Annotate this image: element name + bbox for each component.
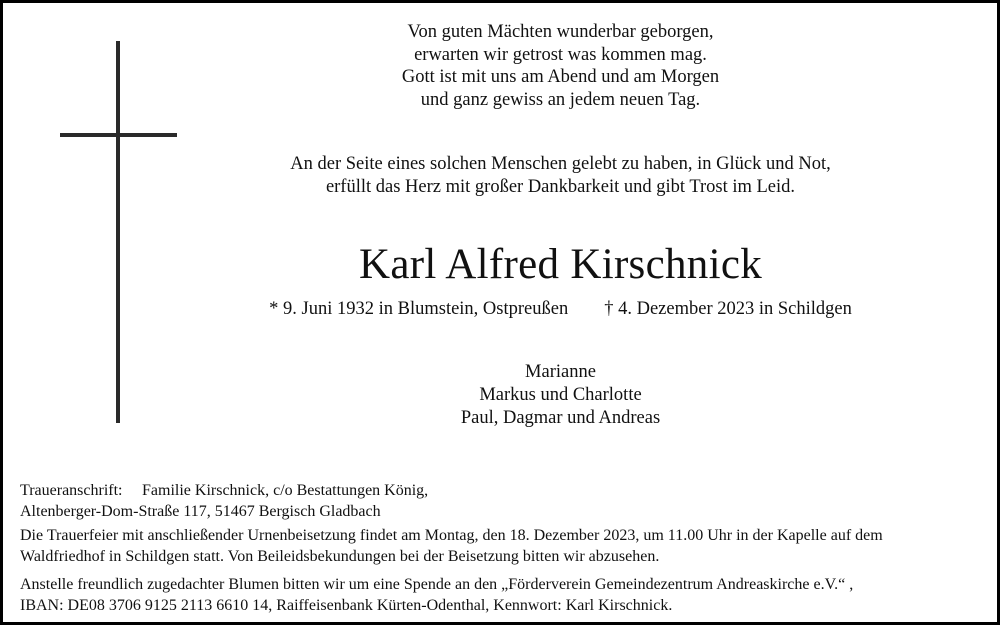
ceremony-info — [20, 525, 987, 567]
cross-icon-horizontal-beam — [60, 133, 177, 137]
poem-line: Von guten Mächten wunderbar geborgen, — [407, 22, 714, 42]
address-line: Familie Kirschnick, c/o Bestattungen König, — [142, 482, 429, 499]
address-label: Traueranschrift: — [20, 482, 123, 499]
mourner-name: Paul, Dagmar und Andreas — [460, 408, 661, 428]
poem-line: erwarten wir getrost was kommen mag. — [414, 44, 707, 65]
death-date: † 4. Dezember 2023 in Schildgen — [604, 299, 852, 319]
donation-info — [20, 574, 987, 616]
mourners-list — [128, 361, 993, 430]
birth-date: * 9. Juni 1932 in Blumstein, Ostpreußen — [269, 299, 569, 319]
address-line: Altenberger-Dom-Straße 117, 51467 Bergisch Gladbach — [20, 503, 381, 520]
poem-line: Gott ist mit uns am Abend und am Morgen — [401, 67, 720, 87]
donation-line: Anstelle freundlich zugedachter Blumen bitten wir um eine Spende an den „Förderverein Gemeindezentrum Andreaskirche e.V.“ , — [20, 576, 854, 593]
poem-line: und ganz gewiss an jedem neuen Tag. — [420, 89, 701, 110]
poem-verse — [128, 21, 993, 111]
cross-icon-vertical-beam — [116, 41, 120, 423]
ceremony-line: Die Trauerfeier mit anschließender Urnenbeisetzung findet am Montag, den 18. Dezember 2023, um 11.00 Uhr in der Kapelle auf dem — [20, 527, 883, 544]
mourner-name: Markus und Charlotte — [479, 385, 642, 405]
memorial-quote — [128, 153, 993, 198]
donation-line: IBAN: DE08 3706 9125 2113 6610 14, Raiffeisenbank Kürten-Odenthal, Kennwort: Karl Kirschnick. — [20, 597, 673, 614]
quote-line: erfüllt das Herz mit großer Dankbarkeit und gibt Trost im Leid. — [325, 176, 796, 197]
ceremony-line: Waldfriedhof in Schildgen statt. Von Beileidsbekundungen bei der Beisetzung bitten wir abzusehen. — [20, 548, 660, 565]
mourning-address — [20, 480, 987, 522]
quote-line: An der Seite eines solchen Menschen gelebt zu haben, in Glück und Not, — [290, 154, 831, 174]
deceased-name: Karl Alfred Kirschnick — [358, 241, 763, 288]
mourner-name: Marianne — [525, 362, 596, 382]
life-dates — [128, 297, 993, 321]
